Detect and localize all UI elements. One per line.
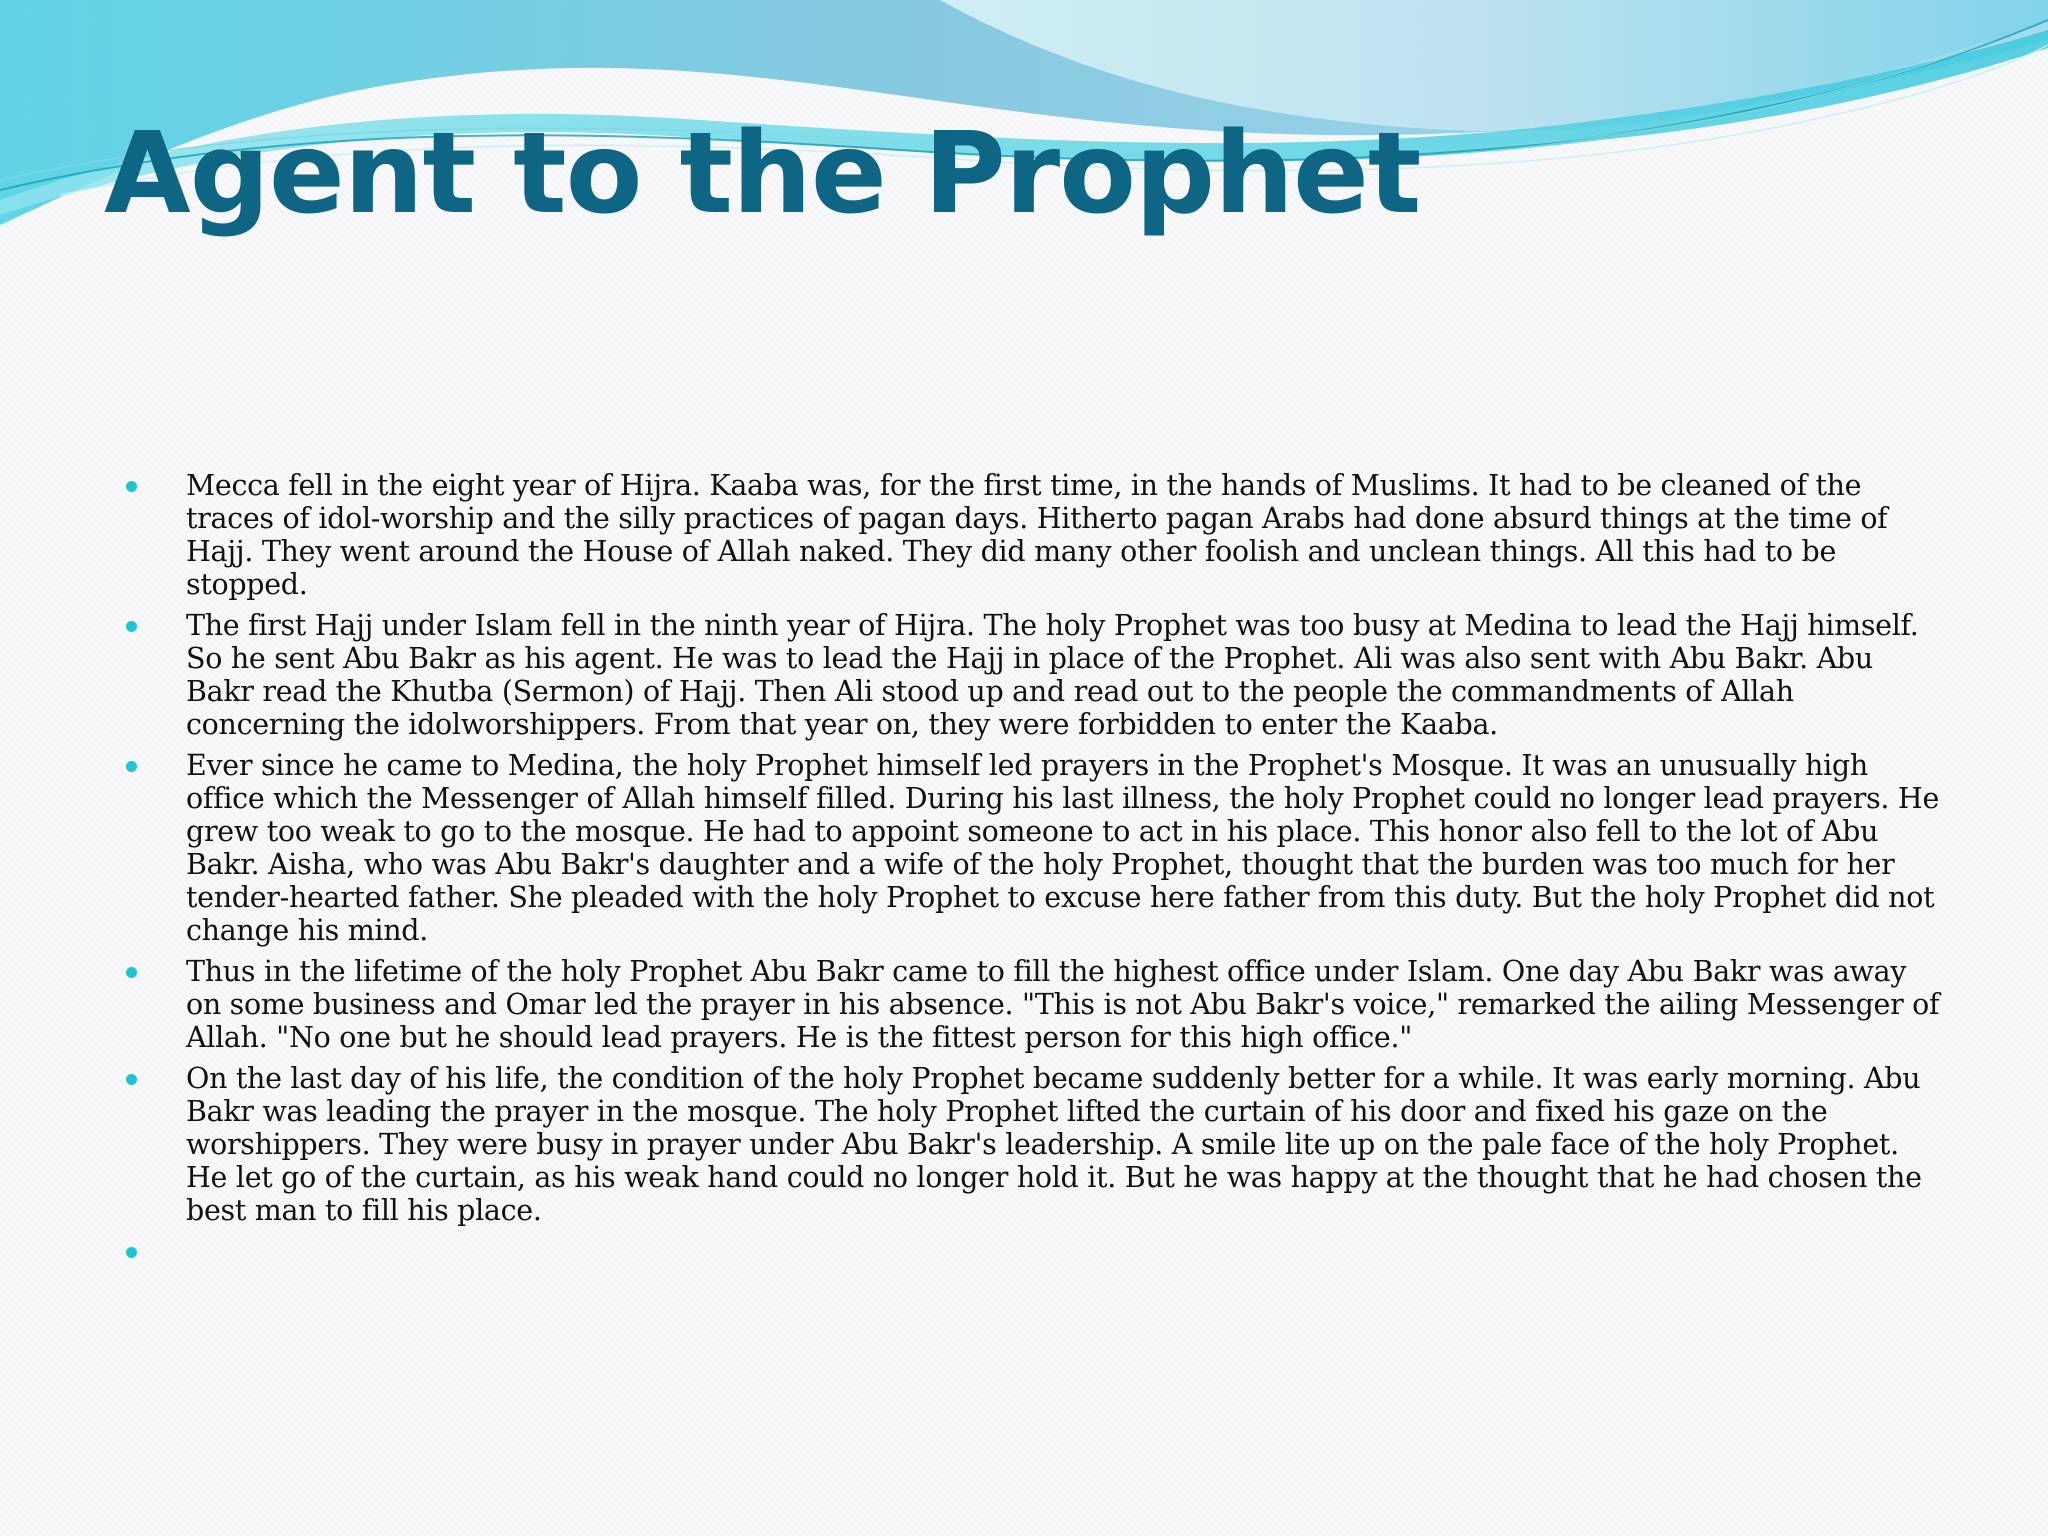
bullet-text: The first Hajj under Islam fell in the ninth year of Hijra. The holy Prophet was too busy at Medina to lead the Hajj himself. So he sent Abu Bakr as his agent. He was to lead the Hajj in place of the Prophet. Ali was also sent with Abu Bakr. Abu Bakr read the Khutba (Sermon) of Hajj. Then Ali stood up and read out to the people the commandments of Allah concerning the idolworshippers. From that year on, they were forbidden to enter the Kaaba. (186, 609, 1919, 741)
empty-list-item (120, 1235, 1940, 1268)
bullet-text: On the last day of his life, the condition of the holy Prophet became suddenly better for a while. It was early morning. Abu Bakr was leading the prayer in the mosque. The holy Prophet lifted the curtain of his door and fixed his gaze on the worshippers. They were busy in prayer under Abu Bakr's leadership. A smile lite up on the pale face of the holy Prophet. He let go of the curtain, as his weak hand could no longer hold it. But he was happy at the thought that he had chosen the best man to fill his place. (186, 1062, 1922, 1227)
slide-title: Agent to the Prophet (104, 109, 1421, 239)
bullet-dot-icon (126, 621, 137, 632)
bullet-dot-icon (126, 1247, 137, 1258)
list-item (120, 469, 1940, 601)
list-item (120, 749, 1940, 947)
list-item (120, 609, 1940, 741)
bullet-list (120, 436, 1940, 1276)
bullet-text: Ever since he came to Medina, the holy Prophet himself led prayers in the Prophet's Mosque. It was an unusually high office which the Messenger of Allah himself filled. During his last illness, the holy Prophet could no longer lead prayers. He grew too weak to go to the mosque. He had to appoint someone to act in his place. This honor also fell to the lot of Abu Bakr. Aisha, who was Abu Bakr's daughter and a wife of the holy Prophet, thought that the burden was too much for her tender-hearted father. She pleaded with the holy Prophet to excuse here father from this duty. But the holy Prophet did not change his mind. (186, 749, 1940, 947)
bullet-dot-icon (126, 481, 137, 492)
bullet-dot-icon (126, 1074, 137, 1085)
list-item (120, 955, 1940, 1054)
list-item (120, 1062, 1940, 1227)
bullet-text: Thus in the lifetime of the holy Prophet Abu Bakr came to fill the highest office under Islam. One day Abu Bakr was away on some business and Omar led the prayer in his absence. "This is not Abu Bakr's voice," remarked the ailing Messenger of Allah. "No one but he should lead prayers. He is the fittest person for this high office." (186, 955, 1940, 1054)
bullet-dot-icon (126, 761, 137, 772)
bullet-dot-icon (126, 967, 137, 978)
bullet-text: Mecca fell in the eight year of Hijra. Kaaba was, for the first time, in the hands of Muslims. It had to be cleaned of the traces of idol-worship and the silly practices of pagan days. Hitherto pagan Arabs had done absurd things at the time of Hajj. They went around the House of Allah naked. They did many other foolish and unclean things. All this had to be stopped. (186, 469, 1888, 601)
